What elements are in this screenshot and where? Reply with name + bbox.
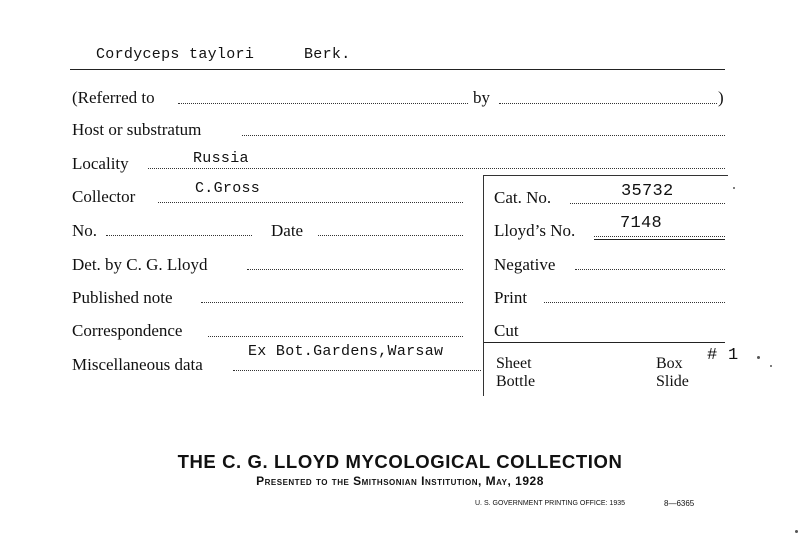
collection-subtitle: Presented to the Smithsonian Institution, May, 1928 <box>256 474 544 488</box>
referred-to-line <box>178 103 468 104</box>
published-label: Published note <box>72 288 173 307</box>
referred-to-label: (Referred to <box>72 88 155 107</box>
det-label: Det. by C. G. Lloyd <box>72 255 208 274</box>
date-label: Date <box>271 221 304 240</box>
bottle-label: Bottle <box>496 373 536 390</box>
collector-value: C.Gross <box>195 180 261 197</box>
cat-label: Cat. No. <box>494 188 552 207</box>
collector-line <box>158 202 463 203</box>
cut-line <box>484 342 725 343</box>
referred-by-label: by <box>473 88 490 107</box>
date-line <box>318 235 463 236</box>
scan-speck <box>795 530 798 533</box>
no-label: No. <box>72 221 98 240</box>
print-line <box>544 302 725 303</box>
close-paren: ) <box>718 88 724 107</box>
form-code: 8—6365 <box>664 499 695 508</box>
host-line <box>242 135 725 136</box>
correspondence-label: Correspondence <box>72 321 183 340</box>
published-line <box>201 302 463 303</box>
box-label: Box <box>656 355 683 372</box>
lloyd-line <box>594 236 725 237</box>
det-line <box>247 269 463 270</box>
negative-label: Negative <box>494 255 556 274</box>
scan-speck <box>770 365 772 367</box>
referred-by-line <box>499 103 717 104</box>
correspondence-line <box>208 336 463 337</box>
misc-value: Ex Bot.Gardens,Warsaw <box>248 343 444 360</box>
specimen-name: Cordyceps taylori <box>96 46 255 63</box>
cat-value: 35732 <box>621 182 674 201</box>
lloyd-label: Lloyd’s No. <box>494 221 576 240</box>
no-line <box>106 235 252 236</box>
misc-label: Miscellaneous data <box>72 355 203 374</box>
slide-label: Slide <box>656 373 689 390</box>
lloyd-value: 7148 <box>620 214 663 233</box>
collection-title: THE C. G. LLOYD MYCOLOGICAL COLLECTION <box>177 451 623 472</box>
name-underline <box>70 69 725 70</box>
host-label: Host or substratum <box>72 120 202 139</box>
print-label: Print <box>494 288 528 307</box>
scan-speck <box>757 356 760 359</box>
printing-office-note: U. S. GOVERNMENT PRINTING OFFICE: 1935 <box>475 500 626 507</box>
scan-speck <box>733 187 735 189</box>
sheet-label: Sheet <box>496 355 532 372</box>
negative-line <box>575 269 725 270</box>
collector-label: Collector <box>72 187 136 206</box>
cat-line <box>570 203 725 204</box>
lloyd-underline <box>594 239 725 240</box>
misc-line <box>233 370 481 371</box>
cut-label: Cut <box>494 321 519 340</box>
locality-line <box>148 168 725 169</box>
locality-label: Locality <box>72 154 129 173</box>
box-number: # 1 <box>707 346 739 365</box>
locality-value: Russia <box>193 150 249 167</box>
specimen-author: Berk. <box>304 46 351 63</box>
